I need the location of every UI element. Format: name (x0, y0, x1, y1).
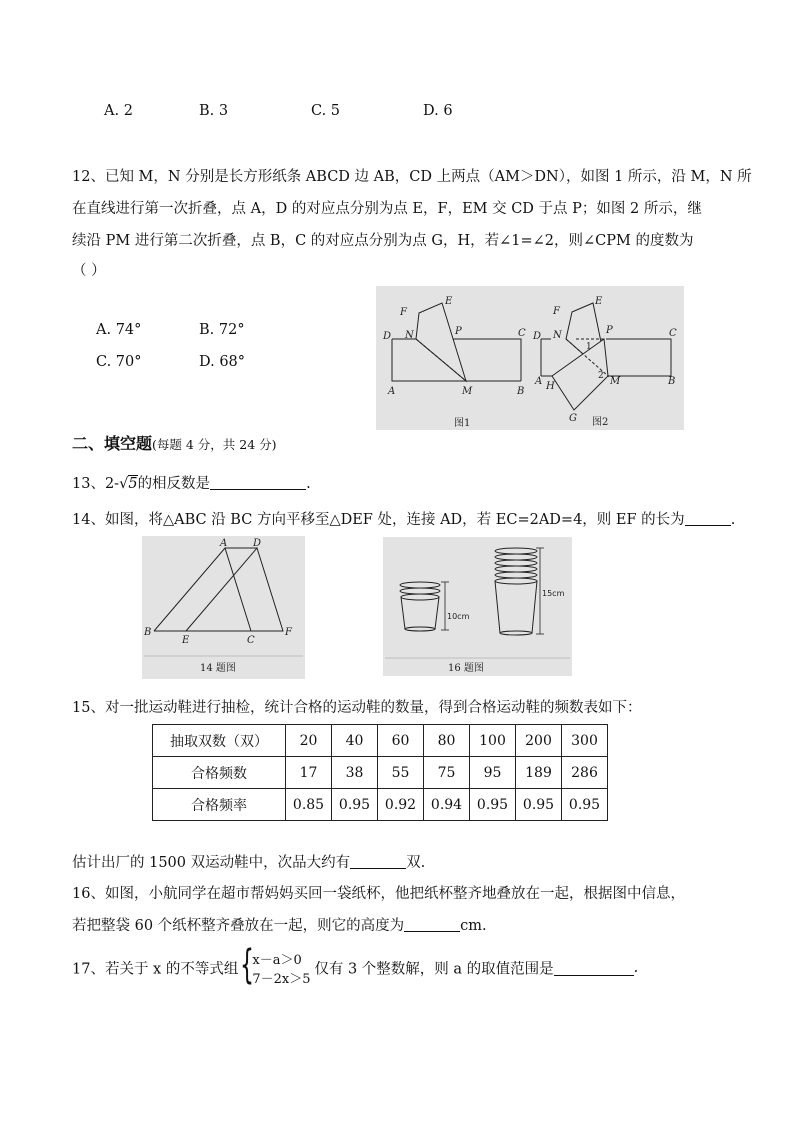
table-cell: 0.95 (332, 789, 378, 821)
frequency-table (152, 724, 608, 821)
fig2-label-g: G (569, 413, 577, 424)
q13-end: . (306, 476, 311, 492)
q14-answer-blank[interactable] (685, 511, 731, 526)
table-row-header: 合格频率 (153, 789, 286, 821)
table-cell: 95 (470, 757, 516, 789)
table-cell: 189 (516, 757, 562, 789)
q12-line3: 续沿 PM 进行第二次折叠，点 B，C 的对应点分别为点 G，H，若∠1=∠2，则∠CPM 的度数为 (72, 233, 694, 249)
table-cell: 0.85 (286, 789, 332, 821)
table-cell: 80 (424, 725, 470, 757)
q13-radicand: 5 (128, 476, 138, 492)
fig2-label-b: B (668, 376, 676, 387)
q12-option-b: B. 72° (199, 322, 245, 338)
q14 (72, 508, 735, 529)
q12-option-d: D. 68° (199, 354, 246, 370)
q13: 13、2-√5的相反数是 . (72, 476, 311, 492)
section2-title: 二、填空题 (72, 434, 153, 453)
q17-answer-blank[interactable] (554, 961, 634, 976)
q14-figure (142, 536, 305, 679)
table-cell: 38 (332, 757, 378, 789)
q17-inequality-1: x－a＞0 (252, 953, 302, 968)
fig2-label-a: A (535, 376, 543, 387)
fig2-label-c: C (669, 328, 677, 339)
q11-option-d: D. 6 (423, 103, 453, 119)
q15-after-end: 双. (406, 855, 426, 871)
q14-label-f: F (285, 627, 292, 638)
q17-suffix: 仅有 3 个整数解，则 a 的取值范围是 (314, 961, 554, 978)
q14-label-d: D (253, 538, 262, 549)
table-cell: 0.95 (516, 789, 562, 821)
table-cell: 0.95 (470, 789, 516, 821)
q12-figure (376, 286, 684, 430)
q17-prefix: 17、若关于 x 的不等式组 (72, 961, 239, 978)
table-cell: 286 (562, 757, 608, 789)
inequality-system: { x－a＞0 7－2x＞5 (240, 942, 311, 988)
table-row (153, 789, 608, 821)
table-cell: 0.95 (562, 789, 608, 821)
fig2-angle-2: 2 (598, 371, 604, 381)
q16-label-15cm: 15cm (542, 589, 565, 598)
fig2-label-h: H (546, 381, 555, 392)
section2-heading (72, 431, 277, 454)
table-cell: 20 (286, 725, 332, 757)
q16-answer-blank[interactable] (404, 917, 460, 932)
q15-answer-blank[interactable] (350, 854, 406, 869)
table-cell: 0.92 (378, 789, 424, 821)
fig1-label-b: B (517, 386, 525, 397)
fig2-label-m: M (610, 376, 621, 387)
q16-line1: 16、如图，小航同学在超市帮妈妈买回一袋纸杯，他把纸杯整齐地叠放在一起，根据图中信息， (72, 886, 685, 902)
q14-end: . (730, 512, 736, 528)
q11-option-c: C. 5 (311, 103, 341, 119)
q16-caption: 16 题图 (448, 663, 484, 674)
q15-question (72, 851, 425, 872)
fig2-label-p: P (606, 325, 613, 336)
q13-suffix: 的相反数是 (137, 476, 211, 492)
q14-caption: 14 题图 (200, 663, 236, 674)
fig1-label-e: E (445, 296, 453, 307)
table-cell: 300 (562, 725, 608, 757)
section2-note: (每题 4 分，共 24 分) (152, 437, 277, 452)
q11-option-a: A. 2 (104, 103, 133, 119)
table-row-header: 抽取双数（双） (153, 725, 286, 757)
q13-prefix: 13、2- (72, 476, 120, 492)
fig2-caption: 图2 (592, 417, 609, 428)
q15-text: 15、对一批运动鞋进行抽检，统计合格的运动鞋的数量，得到合格运动鞋的频数表如下： (72, 700, 642, 716)
table-cell: 17 (286, 757, 332, 789)
fig1-label-c: C (518, 328, 526, 339)
q14-label-e: E (182, 635, 190, 646)
q14-text: 14、如图，将△ABC 沿 BC 方向平移至△DEF 处，连接 AD，若 EC=2AD=4，则 EF 的长为 (72, 512, 685, 528)
fig2-label-f: F (553, 306, 560, 317)
table-cell: 60 (378, 725, 424, 757)
fig1-caption: 图1 (454, 418, 471, 429)
fig2-label-e: E (595, 296, 603, 307)
fig1-label-f: F (400, 307, 407, 318)
q16-line2-end: cm. (460, 918, 487, 934)
table-row (153, 725, 608, 757)
q11-option-b: B. 3 (199, 103, 229, 119)
table-row-header: 合格频数 (153, 757, 286, 789)
table-cell: 200 (516, 725, 562, 757)
q16-line2-text: 若把整袋 60 个纸杯整齐叠放在一起，则它的高度为 (72, 918, 405, 934)
q15-after-text: 估计出厂的 1500 双运动鞋中，次品大约有 (72, 855, 351, 871)
q13-answer-blank[interactable] (210, 475, 306, 490)
q16-label-10cm: 10cm (447, 612, 470, 621)
fig1-label-p: P (455, 326, 462, 337)
q17-end: . (633, 960, 639, 976)
q17-inequality-2: 7－2x＞5 (252, 972, 311, 987)
q12-line1: 12、已知 M，N 分别是长方形纸条 ABCD 边 AB，CD 上两点（AM＞DN），如图 1 所示，沿 M，N 所 (72, 169, 752, 185)
table-cell: 55 (378, 757, 424, 789)
fig1-label-n: N (405, 330, 414, 341)
q14-label-c: C (247, 635, 255, 646)
q12-option-c: C. 70° (96, 354, 142, 370)
q14-label-a: A (220, 538, 228, 549)
q12-line4: （ ） (72, 263, 106, 279)
q16-figure (383, 537, 572, 676)
q12-option-a: A. 74° (96, 322, 142, 338)
q12-line2: 在直线进行第一次折叠，点 A，D 的对应点分别为点 E，F，EM 交 CD 于点 P；如图 2 所示，继 (72, 201, 702, 217)
fig2-label-n: N (553, 330, 562, 341)
q17 (72, 942, 639, 988)
fig1-label-a: A (388, 386, 396, 397)
fig2-label-d: D (533, 331, 542, 342)
table-row (153, 757, 608, 789)
table-cell: 40 (332, 725, 378, 757)
q16-line2 (72, 914, 487, 935)
fig1-label-m: M (462, 386, 473, 397)
table-cell: 0.94 (424, 789, 470, 821)
q14-label-b: B (144, 627, 152, 638)
table-cell: 100 (470, 725, 516, 757)
table-cell: 75 (424, 757, 470, 789)
fig1-label-d: D (383, 331, 392, 342)
fig2-angle-1: 1 (586, 342, 592, 352)
